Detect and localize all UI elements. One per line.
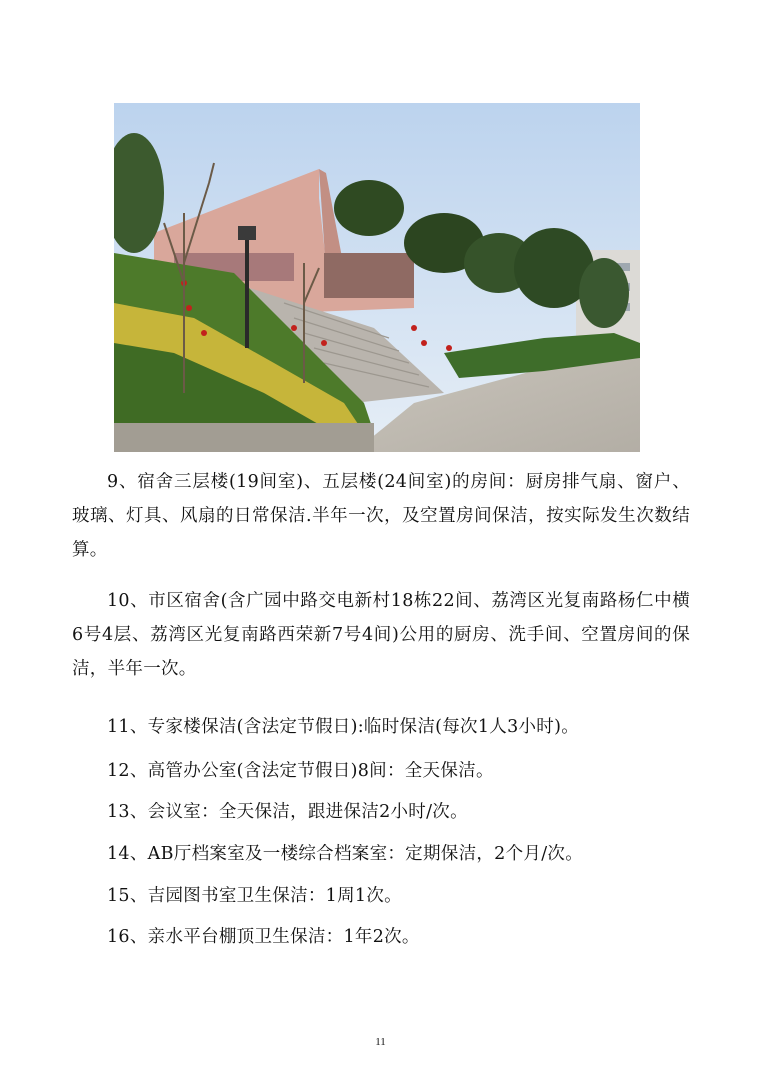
list-item-12: 12、高管办公室(含法定节假日)8间：全天保洁。: [107, 761, 494, 781]
list-item-11: 11、专家楼保洁(含法定节假日):临时保洁(每次1人3小时)。: [107, 717, 580, 737]
list-item-15: 15、吉园图书室卫生保洁：1周1次。: [107, 886, 402, 906]
list-item-13: 13、会议室：全天保洁，跟进保洁2小时/次。: [107, 802, 468, 822]
campus-building-photo: [114, 103, 640, 452]
list-item-10: 10、市区宿舍(含广园中路交电新村18栋22间、荔湾区光复南路杨仁中横6号4层、荔湾区光复南路西荣新7号4间)公用的厨房、洗手间、空置房间的保洁，半年一次。: [72, 591, 690, 679]
list-item-9: 9、宿舍三层楼(19间室)、五层楼(24间室)的房间：厨房排气扇、窗户、玻璃、灯具、风扇的日常保洁.半年一次，及空置房间保洁，按实际发生次数结算。: [72, 472, 690, 560]
page-number: 11: [375, 1036, 386, 1048]
list-item-16: 16、亲水平台棚顶卫生保洁：1年2次。: [107, 927, 420, 947]
list-item-14: 14、AB厅档案室及一楼综合档案室：定期保洁，2个月/次。: [107, 844, 583, 864]
